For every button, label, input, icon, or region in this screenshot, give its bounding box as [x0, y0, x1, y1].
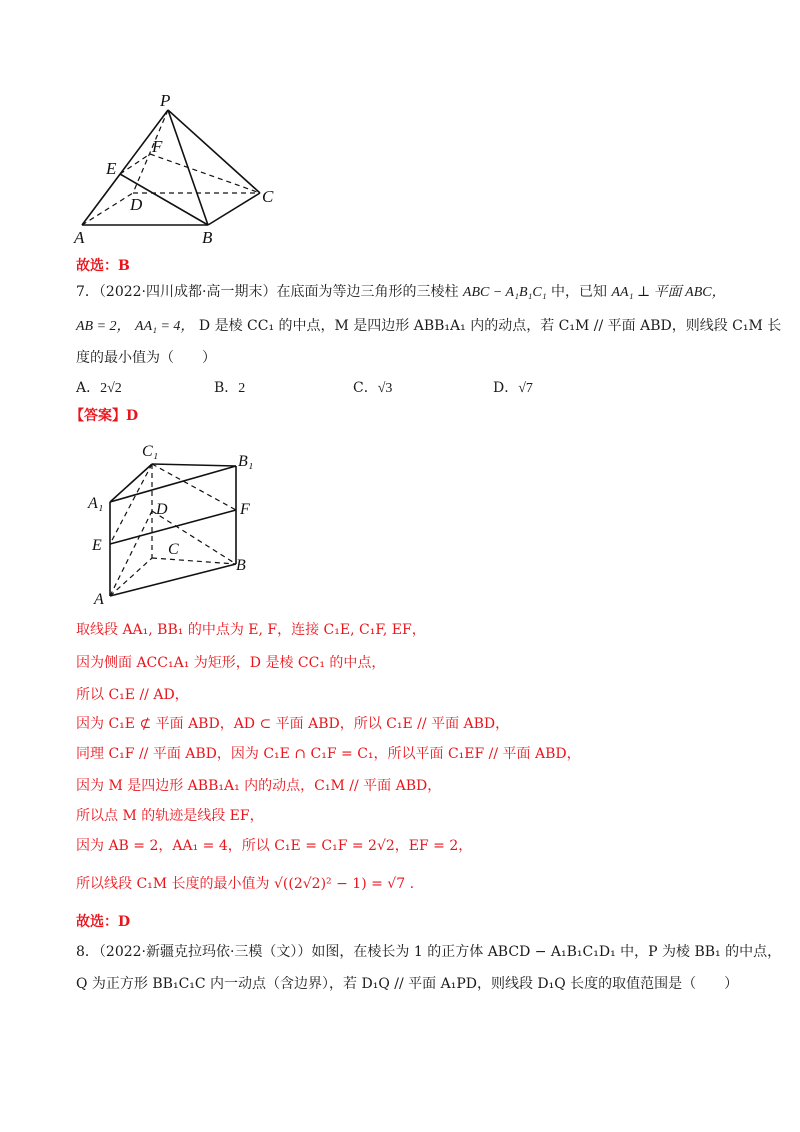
q7-line2-text: D 是棱 CC₁ 的中点，M 是四边形 ABB₁A₁ 内的动点，若 C₁M // 平面 ABD，则线段 C₁M 长: [198, 318, 782, 334]
label-F: F: [240, 501, 250, 518]
label-E: E: [106, 159, 117, 178]
q7-line1: [76, 282, 726, 303]
label-B: B: [202, 228, 213, 247]
label-B1: B₁: [238, 453, 254, 470]
q7-line2: [76, 316, 781, 337]
label-A: A: [94, 591, 104, 608]
label-D: D: [156, 501, 168, 518]
q7-line1-mid: 中，已知: [551, 284, 608, 300]
answer-7-tag: 【答案】D: [70, 408, 139, 424]
edge-C1B1: [152, 464, 236, 466]
segment-DB: [152, 511, 236, 564]
label-C1: C₁: [142, 443, 159, 460]
segment-AD: [110, 511, 152, 596]
q7-line1-text: 在底面为等边三角形的三棱柱: [276, 284, 459, 300]
q7-number: 7．: [76, 284, 99, 300]
solution-line-3: 所以 C₁E // AD，: [76, 687, 189, 703]
label-C: C: [262, 187, 274, 206]
segment-EF: [110, 510, 236, 544]
edge-BC: [208, 193, 260, 225]
edge-AB: [110, 564, 236, 596]
q7-cond1: AA₁ ⊥ 平面 ABC，: [611, 285, 726, 300]
q7-line3: 度的最小值为（ ）: [76, 350, 216, 366]
solution-line-9: 所以线段 C₁M 长度的最小值为 √((2√2)² − 1) = √7 .: [76, 876, 415, 892]
segment-C1E: [110, 464, 152, 544]
edge-CB: [152, 558, 236, 564]
answer-6-conclusion: 故选：B: [76, 258, 130, 274]
option-c: C．√3: [353, 380, 393, 396]
label-B: B: [236, 557, 246, 574]
q7-source: （2022·四川成都·高一期末）: [98, 284, 277, 300]
label-A: A: [74, 228, 85, 247]
edge-AD: [82, 193, 133, 225]
q8-line1: 8．（2022·新疆克拉玛依·三模（文））如图，在棱长为 1 的正方体 ABCD − A₁B₁C₁D₁ 中，P 为棱 BB₁ 的中点，: [76, 944, 782, 960]
solution-line-7: 所以点 M 的轨迹是线段 EF，: [76, 808, 264, 824]
label-A1: A₁: [88, 495, 104, 512]
option-d: D．√7: [493, 380, 533, 396]
label-C: C: [168, 541, 179, 558]
option-a: A．2√2: [76, 380, 122, 396]
segment-FC: [150, 154, 260, 193]
label-D: D: [130, 195, 143, 214]
solution-line-6: 因为 M 是四边形 ABB₁A₁ 内的动点，C₁M // 平面 ABD，: [76, 778, 442, 794]
label-F: F: [152, 137, 163, 156]
edge-PA: [82, 110, 168, 225]
q8-line2: Q 为正方形 BB₁C₁C 内一动点（含边界），若 D₁Q // 平面 A₁PD，则线段 D₁Q 长度的取值范围是（ ）: [76, 976, 739, 992]
q7-aa: AA₁ = 4，: [135, 319, 195, 334]
label-P: P: [160, 91, 171, 110]
option-b: B．2: [214, 380, 246, 396]
solution-line-4: 因为 C₁E ⊄ 平面 ABD，AD ⊂ 平面 ABD，所以 C₁E // 平面 ABD，: [76, 716, 510, 732]
q7-ab: AB = 2，: [76, 319, 131, 334]
q7-prism: ABC − A₁B₁C₁: [462, 285, 547, 300]
label-E: E: [92, 537, 102, 554]
answer-7-conclusion: 故选：D: [76, 914, 131, 930]
prism-figure: [86, 436, 276, 608]
solution-line-2: 因为侧面 ACC₁A₁ 为矩形，D 是棱 CC₁ 的中点，: [76, 655, 386, 671]
solution-line-5: 同理 C₁F // 平面 ABD，因为 C₁E ∩ C₁F = C₁，所以平面 C₁EF // 平面 ABD，: [76, 746, 581, 762]
solution-line-1: 取线段 AA₁, BB₁ 的中点为 E, F，连接 C₁E, C₁F, EF，: [76, 622, 426, 638]
pyramid-figure: [70, 90, 290, 250]
solution-line-8: 因为 AB = 2，AA₁ = 4，所以 C₁E = C₁F = 2√2，EF = 2，: [76, 838, 473, 854]
edge-PD: [133, 110, 168, 193]
